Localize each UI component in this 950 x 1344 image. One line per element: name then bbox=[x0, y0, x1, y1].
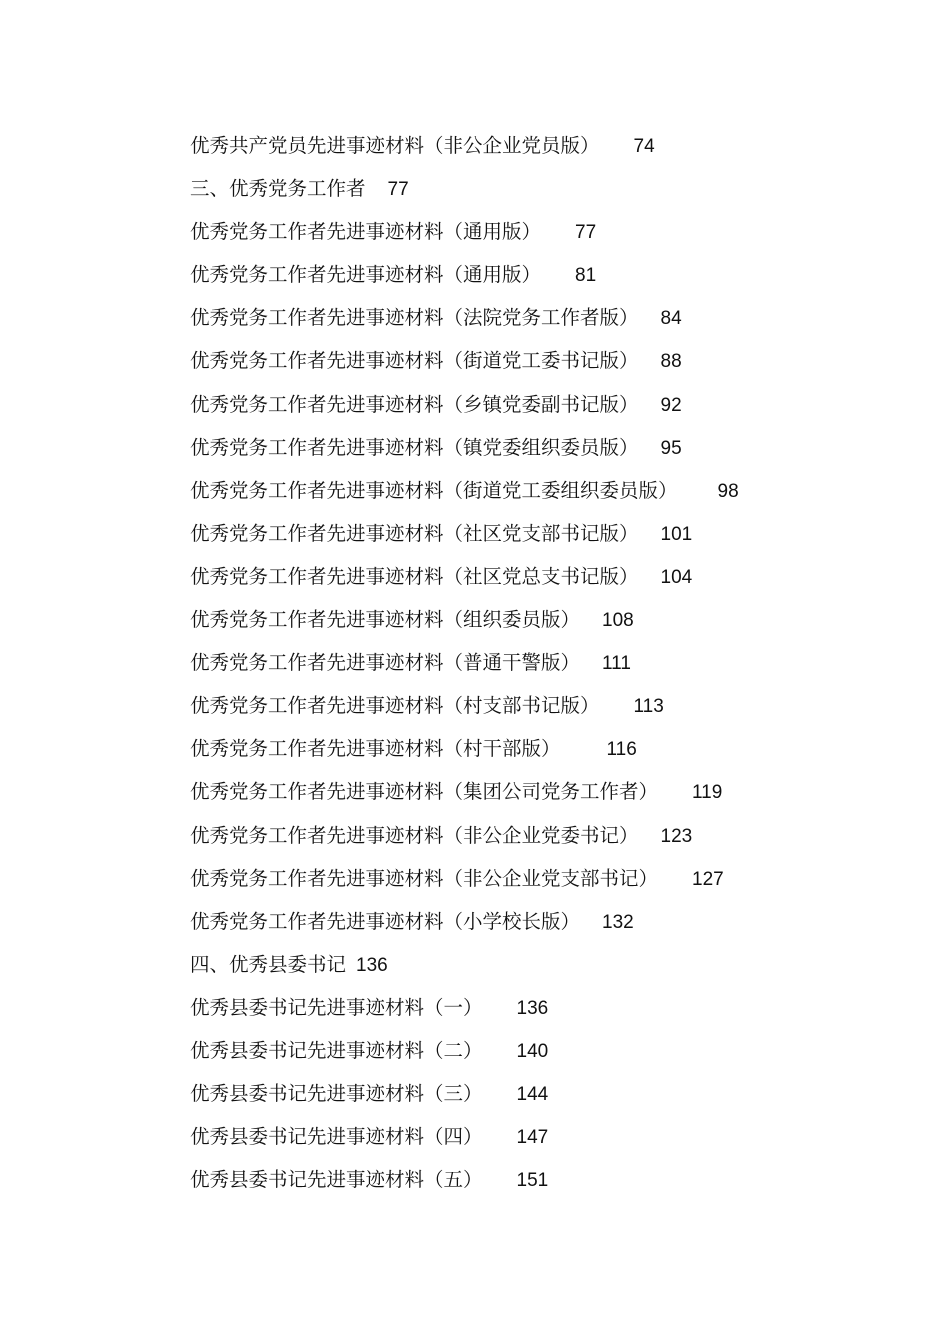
toc-entry-title: 优秀党务工作者先进事迹材料（法院党务工作者版） bbox=[190, 306, 639, 330]
toc-entry[interactable] bbox=[190, 124, 890, 167]
toc-entry-page-number: 113 bbox=[633, 696, 664, 718]
toc-entry-title: 优秀党务工作者先进事迹材料（小学校长版） bbox=[190, 909, 581, 933]
toc-entry-title: 优秀党务工作者先进事迹材料（乡镇党委副书记版） bbox=[190, 392, 639, 416]
toc-entry[interactable] bbox=[190, 986, 890, 1029]
toc-entry-page-number: 98 bbox=[717, 480, 739, 502]
toc-entry-page-number: 136 bbox=[356, 954, 388, 976]
toc-entry-title: 优秀党务工作者先进事迹材料（镇党委组织委员版） bbox=[190, 435, 639, 459]
toc-entry-title: 优秀县委书记先进事迹材料（一） bbox=[190, 995, 483, 1019]
table-of-contents bbox=[190, 124, 890, 1201]
toc-entry-title: 优秀党务工作者先进事迹材料（通用版） bbox=[190, 263, 542, 287]
toc-entry[interactable] bbox=[190, 814, 890, 857]
toc-entry-page-number: 104 bbox=[660, 566, 693, 588]
toc-entry[interactable] bbox=[190, 512, 890, 555]
toc-entry-page-number: 132 bbox=[602, 911, 634, 933]
toc-entry-title: 优秀党务工作者先进事迹材料（街道党工委组织委员版） bbox=[190, 478, 678, 502]
toc-entry[interactable] bbox=[190, 727, 890, 770]
toc-entry-title: 优秀党务工作者先进事迹材料（街道党工委书记版） bbox=[190, 349, 639, 373]
toc-entry[interactable] bbox=[190, 383, 890, 426]
toc-entry-page-number: 101 bbox=[660, 523, 693, 545]
toc-entry-page-number: 116 bbox=[606, 739, 637, 761]
toc-entry-title: 优秀党务工作者先进事迹材料（非公企业党支部书记） bbox=[190, 866, 659, 890]
toc-entry[interactable] bbox=[190, 210, 890, 253]
toc-entry-title: 优秀党务工作者先进事迹材料（集团公司党务工作者） bbox=[190, 780, 659, 804]
toc-entry-page-number: 111 bbox=[602, 653, 631, 675]
toc-entry[interactable] bbox=[190, 426, 890, 469]
toc-entry-page-number: 81 bbox=[575, 265, 597, 287]
toc-entry[interactable] bbox=[190, 770, 890, 813]
toc-entry[interactable] bbox=[190, 469, 890, 512]
toc-entry-page-number: 119 bbox=[692, 782, 723, 804]
toc-entry-page-number: 127 bbox=[692, 868, 724, 890]
toc-entry-title: 优秀党务工作者先进事迹材料（社区党总支书记版） bbox=[190, 564, 639, 588]
toc-entry[interactable] bbox=[190, 1072, 890, 1115]
toc-entry[interactable] bbox=[190, 943, 890, 986]
toc-entry[interactable] bbox=[190, 167, 890, 210]
toc-entry[interactable] bbox=[190, 296, 890, 339]
toc-entry-page-number: 74 bbox=[633, 136, 655, 157]
toc-entry-page-number: 136 bbox=[516, 997, 549, 1019]
toc-entry-page-number: 95 bbox=[660, 437, 682, 459]
toc-entry[interactable] bbox=[190, 555, 890, 598]
toc-entry[interactable] bbox=[190, 1029, 890, 1072]
toc-entry-page-number: 92 bbox=[660, 394, 682, 416]
toc-entry-title: 优秀共产党员先进事迹材料（非公企业党员版） bbox=[190, 134, 600, 157]
toc-entry[interactable] bbox=[190, 684, 890, 727]
toc-entry-page-number: 108 bbox=[602, 610, 634, 632]
toc-entry-title: 优秀县委书记先进事迹材料（二） bbox=[190, 1038, 483, 1062]
toc-entry-page-number: 140 bbox=[516, 1040, 549, 1062]
toc-entry-page-number: 123 bbox=[660, 825, 693, 847]
toc-entry-title: 三、优秀党务工作者 bbox=[190, 177, 366, 201]
toc-entry-title: 优秀党务工作者先进事迹材料（村干部版） bbox=[190, 737, 561, 761]
toc-entry-title: 优秀党务工作者先进事迹材料（通用版） bbox=[190, 220, 542, 244]
toc-entry-page-number: 144 bbox=[516, 1084, 549, 1106]
toc-entry-title: 优秀党务工作者先进事迹材料（普通干警版） bbox=[190, 651, 581, 675]
toc-entry[interactable] bbox=[190, 253, 890, 296]
toc-entry-page-number: 84 bbox=[660, 308, 682, 330]
toc-entry-title: 四、优秀县委书记 bbox=[190, 952, 347, 976]
toc-entry-page-number: 77 bbox=[387, 179, 409, 201]
toc-entry-page-number: 151 bbox=[516, 1170, 549, 1192]
toc-entry-title: 优秀党务工作者先进事迹材料（社区党支部书记版） bbox=[190, 521, 639, 545]
toc-entry[interactable] bbox=[190, 900, 890, 943]
toc-entry[interactable] bbox=[190, 1158, 890, 1201]
toc-entry-title: 优秀党务工作者先进事迹材料（村支部书记版） bbox=[190, 694, 600, 718]
toc-entry[interactable] bbox=[190, 598, 890, 641]
toc-entry-title: 优秀党务工作者先进事迹材料（组织委员版） bbox=[190, 608, 581, 632]
toc-entry[interactable] bbox=[190, 857, 890, 900]
toc-entry-page-number: 77 bbox=[575, 222, 597, 244]
toc-entry[interactable] bbox=[190, 339, 890, 382]
toc-entry[interactable] bbox=[190, 1115, 890, 1158]
toc-entry-title: 优秀党务工作者先进事迹材料（非公企业党委书记） bbox=[190, 823, 639, 847]
toc-entry-page-number: 147 bbox=[516, 1127, 549, 1149]
toc-entry-page-number: 88 bbox=[660, 351, 682, 373]
toc-entry-title: 优秀县委书记先进事迹材料（三） bbox=[190, 1082, 483, 1106]
toc-entry-title: 优秀县委书记先进事迹材料（五） bbox=[190, 1168, 483, 1192]
toc-entry[interactable] bbox=[190, 641, 890, 684]
toc-entry-title: 优秀县委书记先进事迹材料（四） bbox=[190, 1125, 483, 1149]
